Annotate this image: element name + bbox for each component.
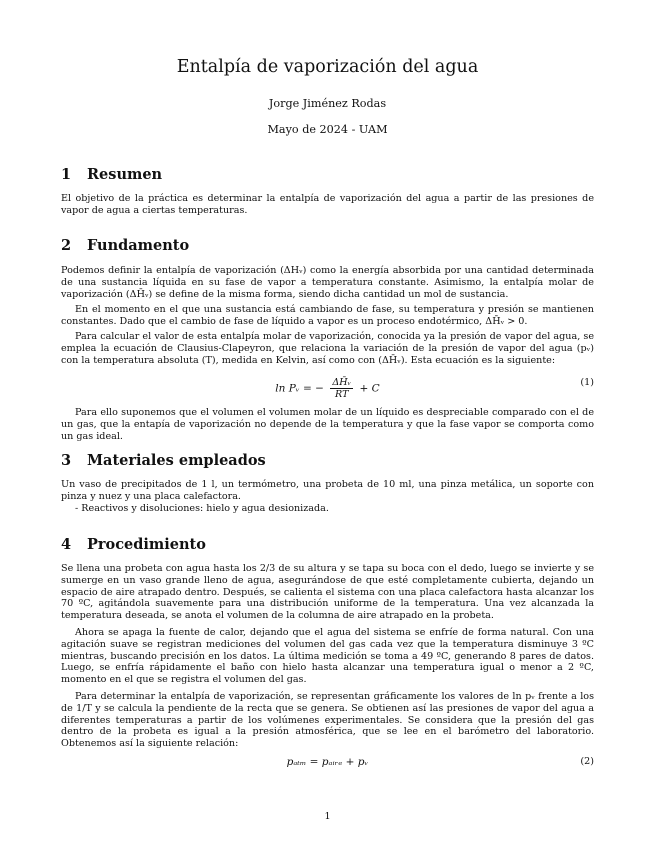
equation-fraction <box>330 377 353 400</box>
procedimiento-paragraph-2: Ahora se apaga la fuente de calor, dejando que el agua del sistema se enfríe de forma natural. Con una agitación suave se registran mediciones del volumen del gas cada vez que la temperatura disminuye 3 ºC mientras, buscando precisión en los datos. La última medición se toma a 49 ºC, generando 8 pares de datos. Luego, se enfría rápidamente el baño con hielo hasta alcanzar una temperatura igual o menor a 2 ºC, momento en el que se registra el volumen del gas. <box>61 627 594 686</box>
equation-body <box>61 377 594 400</box>
section-number: 2 <box>61 237 72 254</box>
paper-title: Entalpía de vaporización del agua <box>176 57 479 77</box>
procedimiento-paragraph-3: Para determinar la entalpía de vaporización, se representan gráficamente los valores de ln pᵥ frente a los de 1/T y se calcula la pendiente de la recta que se genera. Se obtienen así las presiones de vapor del agua a diferentes temperaturas a partir de los volúmenes experimentales. Se considera que la presión del gas dentro de la probeta es igual a la presión atmosférica, que se lee en el barómetro del laboratorio. Obtenemos así la siguiente relación: <box>61 691 594 750</box>
equation-2 <box>61 752 594 776</box>
section-title: Fundamento <box>87 237 190 254</box>
materiales-paragraph-2: - Reactivos y disoluciones: hielo y agua desionizada. <box>75 503 329 514</box>
fundamento-paragraph-1: Podemos definir la entalpía de vaporización (ΔHᵥ) como la energía absorbida por una cantidad determinada de una sustancia líquida en su fase de vapor a temperatura constante. Asimismo, la entalpía molar de vaporización (ΔH̄ᵥ) se define de la misma forma, siendo dicha cantidad un mol de sustancia. <box>61 265 594 300</box>
section-heading-resumen <box>61 166 162 183</box>
paper-date: Mayo de 2024 - UAM <box>267 123 388 136</box>
equation-number: (2) <box>580 756 594 767</box>
equation-1 <box>61 373 594 400</box>
fraction-denominator: RT <box>335 389 349 400</box>
fundamento-paragraph-3: Para calcular el valor de esta entalpía molar de vaporización, conocida ya la presión de vapor del agua, se emplea la ecuación de Clausius-Clapeyron, que relaciona la variación de la presión de vapor del agua (pᵥ) con la temperatura absoluta (T), medida en Kelvin, así como con (ΔH̄ᵥ). Esta ecuación es la siguiente: <box>61 331 594 366</box>
section-number: 1 <box>61 166 72 183</box>
section-heading-materiales <box>61 452 266 469</box>
equation-number: (1) <box>580 377 594 388</box>
section-title: Resumen <box>87 166 163 183</box>
resumen-paragraph: El objetivo de la práctica es determinar la entalpía de vaporización del agua a partir de las presiones de vapor de agua a ciertas temperaturas. <box>61 193 594 216</box>
fraction-numerator: ΔH̄ᵥ <box>332 377 352 388</box>
section-heading-fundamento <box>61 237 189 254</box>
equation-lhs: ln Pᵥ = − <box>275 382 324 395</box>
paper-author: Jorge Jiménez Rodas <box>268 97 387 110</box>
fundamento-paragraph-4: Para ello suponemos que el volumen el volumen molar de un líquido es despreciable comparado con el de un gas, que la entapía de vaporización no depende de la temperatura y que la fase vapor se comporta como un gas ideal. <box>61 407 594 442</box>
materiales-paragraph-1: Un vaso de precipitados de 1 l, un termómetro, una probeta de 10 ml, una pinza metálica, un soporte con pinza y nuez y una placa calefactora. <box>61 479 594 502</box>
section-number: 3 <box>61 452 72 469</box>
section-title: Materiales empleados <box>87 452 266 469</box>
section-number: 4 <box>61 536 72 553</box>
fundamento-paragraph-2: En el momento en el que una sustancia está cambiando de fase, su temperatura y presión se mantienen constantes. Dado que el cambio de fase de líquido a vapor es un proceso endotérmico, ΔH̄ᵥ > 0. <box>61 304 594 327</box>
page-number: 1 <box>324 811 331 822</box>
section-title: Procedimiento <box>87 536 206 553</box>
equation-rhs: + C <box>359 382 380 395</box>
section-heading-procedimiento <box>61 536 206 553</box>
procedimiento-paragraph-1: Se llena una probeta con agua hasta los 2/3 de su altura y se tapa su boca con el dedo, luego se invierte y se sumerge en un vaso grande lleno de agua, asegurándose de que esté completamente cubierta, dejando un espacio de aire atrapado dentro. Después, se calienta el sistema con una placa calefactora hasta alcanzar los 70 ºC, agitándola suavemente para una distribución uniforme de la temperatura. Una vez alcanzada la temperatura deseada, se anota el volumen de la columna de aire atrapado en la probeta. <box>61 563 594 622</box>
equation-body: pₐₜₘ = pₐᵢᵣₑ + pᵥ <box>286 756 369 768</box>
